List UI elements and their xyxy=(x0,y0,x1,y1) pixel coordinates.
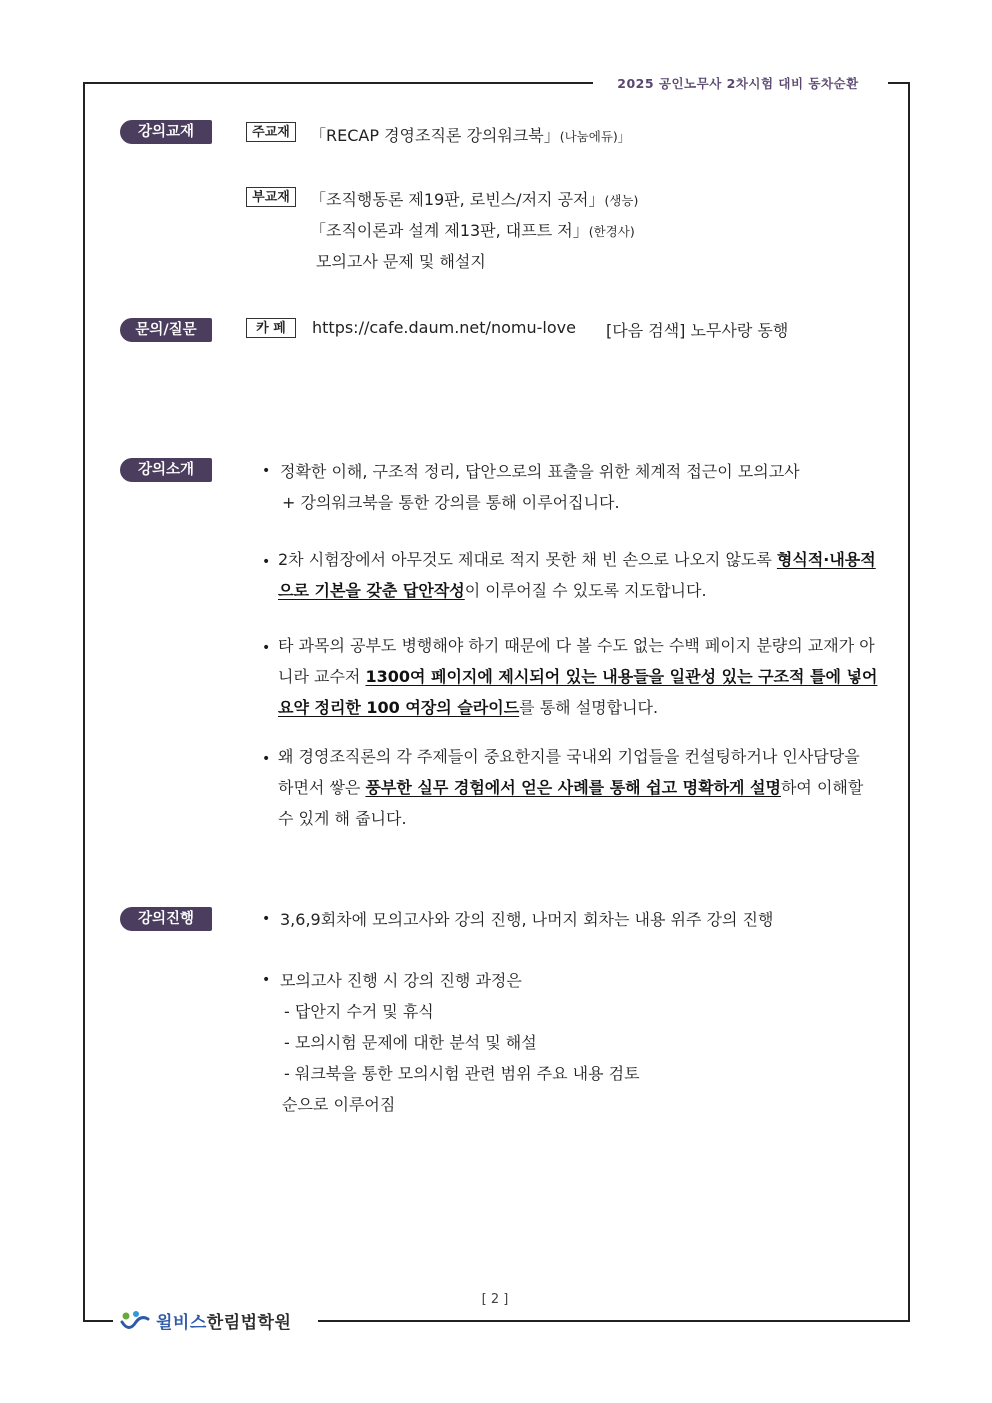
sub-textbook-3: 모의고사 문제 및 해설지 xyxy=(316,252,486,271)
frame-top-line-left xyxy=(83,82,593,84)
intro-bullet-2-text-a: 2차 시험장에서 아무것도 제대로 적지 못한 채 빈 손으로 나오지 않도록 xyxy=(278,550,777,569)
intro-bullet-1-line-1: 정확한 이해, 구조적 정리, 답안으로의 표출을 위한 체계적 접근이 모의고사 xyxy=(280,462,800,481)
logo-prefix: 윌비스 xyxy=(156,1312,207,1333)
frame-top-line-right xyxy=(888,82,910,84)
sub-textbook-2 xyxy=(310,218,635,241)
bullet-dot: • xyxy=(262,554,271,570)
cafe-search: [다음 검색] 노무사랑 동행 xyxy=(606,321,789,340)
section-label-intro: 강의소개 xyxy=(120,458,212,482)
cafe-url[interactable]: https://cafe.daum.net/nomu-love xyxy=(312,318,576,337)
sub-textbook-2-publisher: (한경사) xyxy=(588,224,635,239)
logo-name: 한림법학원 xyxy=(206,1312,292,1333)
bullet-dot: • xyxy=(262,972,271,988)
intro-bullet-4-emphasis: 풍부한 실무 경험에서 얻은 사례를 통해 쉽고 명확하게 설명 xyxy=(365,778,781,797)
intro-bullet-2 xyxy=(278,544,878,606)
intro-bullet-1-line-2: + 강의워크북을 통한 강의를 통해 이루어집니다. xyxy=(282,493,620,512)
logo-mark-icon xyxy=(120,1307,150,1333)
header-title: 2025 공인노무사 2차시험 대비 동차순환 xyxy=(617,76,859,91)
frame-left-line xyxy=(83,82,85,1322)
frame-bottom-line-right xyxy=(318,1320,910,1322)
intro-bullet-4-text-a: 왜 경영조직론의 각 주제들이 중요한지를 국내외 기업들을 컨설팅하거나 인사담당을 하면서 쌓은 xyxy=(278,747,860,797)
cafe-tag: 카 페 xyxy=(246,318,296,338)
intro-bullet-3-text-b: 를 통해 설명합니다. xyxy=(519,698,659,717)
frame-bottom-line-left xyxy=(83,1320,113,1322)
progress-step-3: - 워크북을 통한 모의시험 관련 범위 주요 내용 검토 xyxy=(284,1064,640,1083)
section-label-progress: 강의진행 xyxy=(120,907,212,931)
intro-bullet-3-text-a: 타 과목의 공부도 병행해야 하기 때문에 다 볼 수도 없는 수백 페이지 분량의 교재가 아니라 교수저 xyxy=(278,636,875,686)
main-textbook-publisher: (나눔에듀)」 xyxy=(559,129,631,144)
bullet-dot: • xyxy=(262,640,271,656)
intro-bullet-3-emphasis: 1300여 페이지에 제시되어 있는 내용들을 일관성 있는 구조적 틀에 넣어 요약 정리한 100 여장의 슬라이드 xyxy=(278,667,878,717)
logo-text xyxy=(156,1308,291,1333)
progress-step-1: - 답안지 수거 및 휴식 xyxy=(284,1002,434,1021)
bullet-dot: • xyxy=(262,751,271,767)
bullet-dot: • xyxy=(262,911,271,927)
progress-end: 순으로 이루어짐 xyxy=(282,1095,396,1114)
page-number: [ 2 ] xyxy=(481,1292,509,1307)
progress-bullet-1: 3,6,9회차에 모의고사와 강의 진행, 나머지 회차는 내용 위주 강의 진행 xyxy=(280,910,774,929)
sub-textbook-tag: 부교재 xyxy=(246,187,296,207)
bullet-dot: • xyxy=(262,463,271,479)
sub-textbook-1 xyxy=(310,187,638,210)
progress-step-2: - 모의시험 문제에 대한 분석 및 해설 xyxy=(284,1033,537,1052)
sub-textbook-2-title: 「조직이론과 설계 제13판, 대프트 저」 xyxy=(310,221,589,240)
intro-bullet-4 xyxy=(278,741,878,834)
main-textbook-title: 「RECAP 경영조직론 강의워크북」 xyxy=(310,126,560,145)
intro-bullet-4-text-b: 하여 이해할 수 있게 해 줍니다. xyxy=(278,778,864,828)
intro-bullet-2-emphasis: 형식적·내용적으로 기본을 갖춘 답안작성 xyxy=(278,550,876,600)
intro-bullet-3 xyxy=(278,630,878,723)
sub-textbook-1-publisher: (생능) xyxy=(604,193,639,208)
sub-textbook-1-title: 「조직행동론 제19판, 로빈스/저지 공저」 xyxy=(310,190,605,209)
progress-bullet-2: 모의고사 진행 시 강의 진행 과정은 xyxy=(280,971,522,990)
main-textbook-tag: 주교재 xyxy=(246,122,296,142)
frame-right-line xyxy=(908,82,910,1322)
section-label-inquiry: 문의/질문 xyxy=(120,318,212,342)
intro-bullet-2-text-b: 이 이루어질 수 있도록 지도합니다. xyxy=(464,581,707,600)
main-textbook xyxy=(310,123,630,146)
logo xyxy=(120,1306,297,1334)
section-label-textbook: 강의교재 xyxy=(120,120,212,144)
